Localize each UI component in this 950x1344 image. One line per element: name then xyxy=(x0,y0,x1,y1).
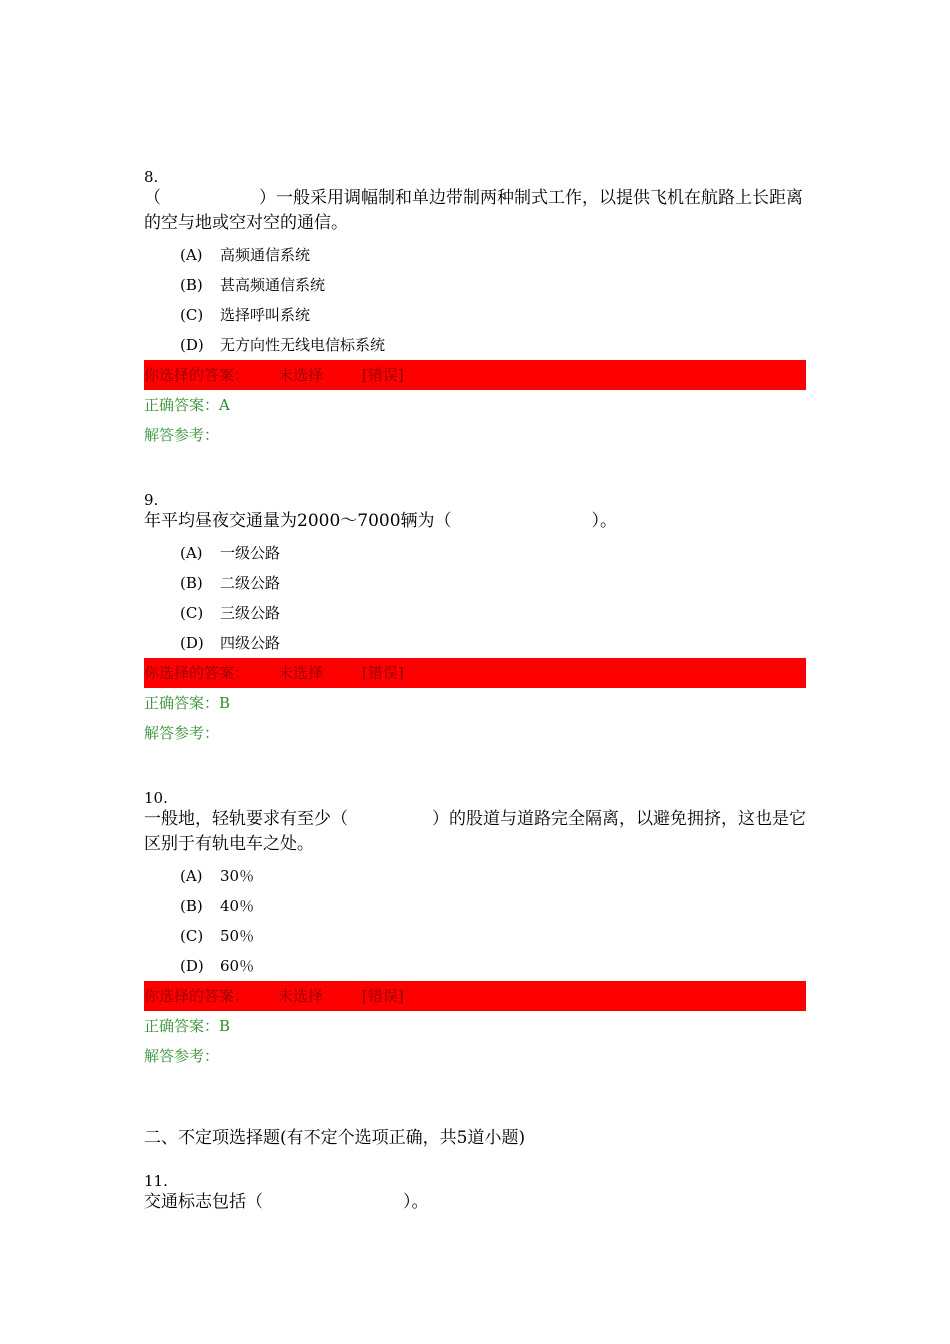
option-d[interactable]: (D) 无方向性无线电信标系统 xyxy=(180,336,386,354)
question-8 xyxy=(144,168,806,450)
option-b[interactable]: (B) 二级公路 xyxy=(180,574,281,592)
option-c[interactable]: (C) 三级公路 xyxy=(180,604,281,622)
option-c[interactable]: (C) 50％ xyxy=(180,927,255,945)
option-d[interactable]: (D) 60％ xyxy=(180,957,255,975)
your-answer-bar: 你选择的答案： 未选择 [错误] xyxy=(144,360,806,390)
answer-reference: 解答参考： xyxy=(144,426,220,444)
answer-reference: 解答参考： xyxy=(144,724,220,742)
question-number: 11. xyxy=(144,1172,168,1190)
option-a[interactable]: (A) 一级公路 xyxy=(180,544,281,562)
your-answer-bar: 你选择的答案： 未选择 [错误] xyxy=(144,658,806,688)
answer-reference: 解答参考： xyxy=(144,1047,220,1065)
option-a[interactable]: (A) 高频通信系统 xyxy=(180,246,311,264)
option-list xyxy=(144,240,806,360)
option-list xyxy=(144,538,806,658)
question-number: 8. xyxy=(144,168,159,186)
your-answer-bar: 你选择的答案： 未选择 [错误] xyxy=(144,981,806,1011)
question-number: 9. xyxy=(144,491,159,509)
question-9 xyxy=(144,491,806,748)
question-11 xyxy=(144,1172,806,1215)
question-text: 交通标志包括（ ）。 xyxy=(144,1192,429,1212)
question-number: 10. xyxy=(144,789,168,807)
option-b[interactable]: (B) 40％ xyxy=(180,897,255,915)
option-b[interactable]: (B) 甚高频通信系统 xyxy=(180,276,326,294)
correct-answer: 正确答案：A xyxy=(144,396,230,414)
question-text: 年平均昼夜交通量为2000～7000辆为（ ）。 xyxy=(144,511,618,531)
option-list xyxy=(144,861,806,981)
question-text: （ ）一般采用调幅制和单边带制两种制式工作，以提供飞机在航路上长距离的空与地或空对空的通信。 xyxy=(144,188,803,233)
option-c[interactable]: (C) 选择呼叫系统 xyxy=(180,306,311,324)
correct-answer: 正确答案：B xyxy=(144,1017,231,1035)
result-badge: [错误] xyxy=(362,987,404,1005)
question-text: 一般地，轻轨要求有至少（ ）的股道与道路完全隔离，以避免拥挤，这也是它区别于有轨电车之处。 xyxy=(144,809,806,854)
option-a[interactable]: (A) 30％ xyxy=(180,867,255,885)
correct-answer: 正确答案：B xyxy=(144,694,231,712)
question-10 xyxy=(144,789,806,1071)
result-badge: [错误] xyxy=(362,664,404,682)
section-title: 二、不定项选择题(有不定个选项正确，共5道小题) xyxy=(144,1128,526,1148)
result-badge: [错误] xyxy=(362,366,404,384)
option-d[interactable]: (D) 四级公路 xyxy=(180,634,281,652)
